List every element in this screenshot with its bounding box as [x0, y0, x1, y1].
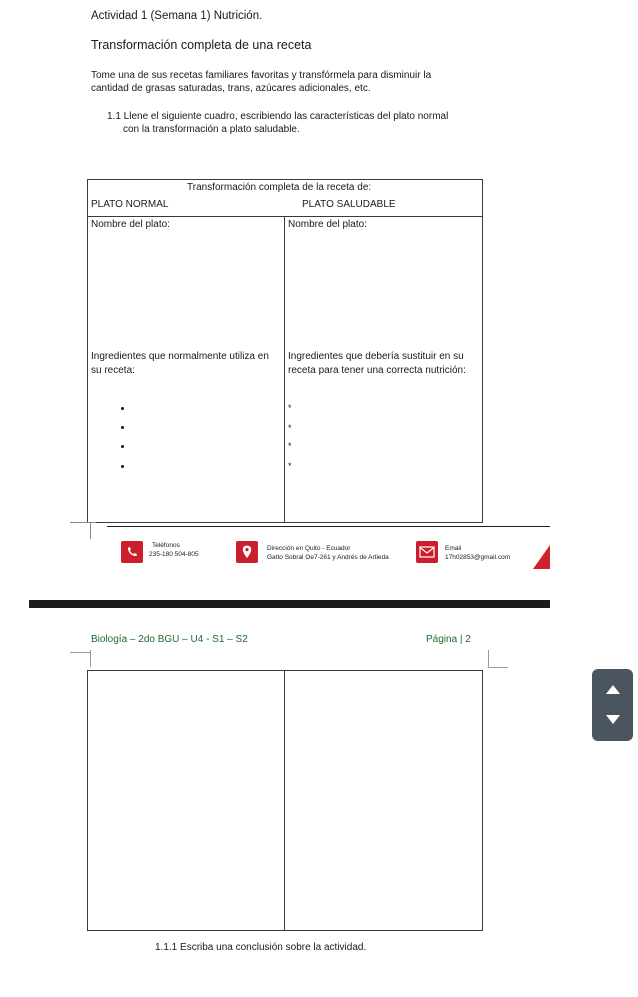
scroll-down-button[interactable]	[599, 709, 626, 729]
page-scroll-control	[592, 669, 633, 741]
table-column-divider	[284, 216, 285, 523]
scroll-up-button[interactable]	[599, 679, 626, 699]
bullet-icon	[121, 407, 124, 410]
email-value: 17h02853@gmail.com	[445, 554, 511, 561]
left-ingredients-line-1: Ingredientes que normalmente utiliza en	[91, 351, 269, 362]
phone-label: Teléfonos	[152, 542, 180, 549]
step-line-2: con la transformación a plato saludable.	[123, 124, 300, 135]
step-line-1: 1.1 Llene el siguiente cuadro, escribiendo las características del plato normal	[107, 111, 449, 122]
recipe-table-continued	[87, 670, 483, 931]
table-caption: Transformación completa de la receta de:	[187, 182, 372, 193]
margin-mark	[488, 667, 508, 668]
footer-rule	[107, 526, 550, 527]
col-header-normal: PLATO NORMAL	[91, 199, 169, 210]
star-marker: *	[288, 403, 292, 413]
margin-mark	[70, 652, 90, 653]
email-label: Email	[445, 545, 462, 552]
table-column-divider	[284, 670, 285, 931]
margin-mark	[70, 522, 96, 523]
instructions-line-1: Tome una de sus recetas familiares favoritas y transfórmela para disminuir la	[91, 70, 432, 81]
left-name-label: Nombre del plato:	[91, 219, 170, 230]
instructions-line-2: cantidad de grasas saturadas, trans, azúcares adicionales, etc.	[91, 83, 371, 94]
margin-mark	[90, 522, 91, 539]
star-marker: *	[288, 441, 292, 451]
page-header-number: Página | 2	[426, 634, 471, 645]
right-name-label: Nombre del plato:	[288, 219, 367, 230]
location-pin-icon	[236, 541, 258, 563]
decorative-red-corner	[533, 545, 550, 569]
right-ingredients-line-2: receta para tener una correcta nutrición:	[288, 365, 466, 376]
phone-value: 235-180 504-805	[149, 551, 199, 558]
arrow-down-icon	[606, 715, 620, 724]
address-value: Gatto Sobral Oe7-261 y Andrés de Artieda	[267, 554, 389, 561]
phone-icon	[121, 541, 143, 563]
right-ingredients-line-1: Ingredientes que debería sustituir en su	[288, 351, 464, 362]
margin-mark	[488, 650, 489, 667]
star-marker: *	[288, 461, 292, 471]
arrow-up-icon	[606, 685, 620, 694]
col-header-saludable: PLATO SALUDABLE	[302, 199, 396, 210]
mail-icon	[416, 541, 438, 563]
margin-mark	[90, 650, 91, 667]
section-title: Transformación completa de una receta	[91, 38, 312, 52]
left-ingredients-line-2: su receta:	[91, 365, 135, 376]
conclusion-prompt: 1.1.1 Escriba una conclusión sobre la actividad.	[155, 942, 367, 953]
bullet-icon	[121, 465, 124, 468]
address-label: Dirección en Quito - Ecuador	[267, 545, 351, 552]
page-header-course: Biología – 2do BGU – U4 - S1 – S2	[91, 634, 248, 645]
page-separator	[29, 600, 550, 608]
star-marker: *	[288, 423, 292, 433]
bullet-icon	[121, 426, 124, 429]
viewer-background	[550, 0, 638, 997]
table-header-divider	[87, 216, 483, 217]
bullet-icon	[121, 445, 124, 448]
activity-title: Actividad 1 (Semana 1) Nutrición.	[91, 10, 263, 22]
